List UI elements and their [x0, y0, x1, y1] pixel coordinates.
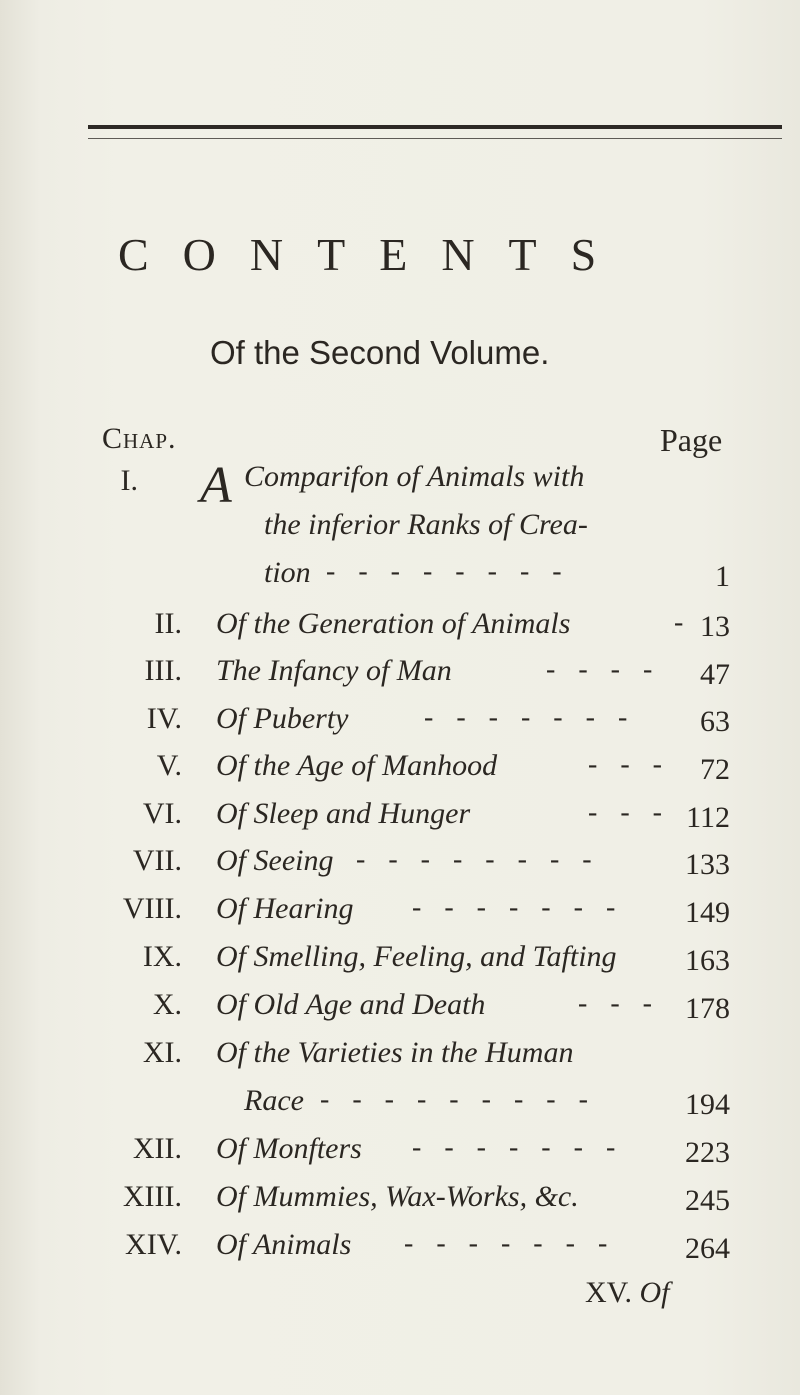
page-title: CONTENTS	[118, 229, 631, 280]
page-number: 13	[700, 610, 730, 643]
page-number: 163	[685, 944, 730, 977]
chapter-title-line: Of Mummies, Wax-Works, &c.	[216, 1180, 579, 1213]
chapter-number: IV.	[146, 702, 182, 735]
chapter-number: XII.	[132, 1132, 182, 1165]
dot-leader: - - - - - - - - -	[320, 1084, 596, 1115]
chapter-number: XI.	[142, 1036, 182, 1069]
page-number: 133	[685, 848, 730, 881]
chapter-title-line: The Infancy of Man	[216, 654, 452, 687]
top-rule-thick	[88, 125, 782, 129]
page-number: 264	[685, 1232, 730, 1265]
dot-leader: - - -	[578, 988, 660, 1019]
dot-leader: - - - - - - - -	[326, 556, 570, 587]
page-number: 245	[685, 1184, 730, 1217]
page-number: 63	[700, 705, 730, 738]
chapter-title-line: tion	[264, 556, 311, 589]
chapter-number: X.	[152, 988, 182, 1021]
chapter-number: I.	[120, 464, 138, 497]
page-subtitle: Of the Second Volume.	[210, 334, 550, 371]
chapter-number: VI.	[142, 797, 182, 830]
chapter-number: VIII.	[122, 892, 182, 925]
chapter-title-line: Of Puberty	[216, 702, 349, 735]
dot-leader: - - -	[588, 797, 670, 828]
chapter-title-line: Of Monfters	[216, 1132, 362, 1165]
dot-leader: - - -	[588, 749, 670, 780]
chapter-title-line: Race	[244, 1084, 304, 1117]
chapter-title-line: Comparifon of Animals with	[244, 460, 585, 493]
chapter-title-line: Of Old Age and Death	[216, 988, 486, 1021]
catchword-number: XV.	[585, 1276, 632, 1309]
dot-leader: - - - - - - -	[412, 1132, 624, 1163]
page-number: 194	[685, 1088, 730, 1121]
page-number: 1	[715, 560, 730, 593]
chapter-number: VII.	[132, 844, 182, 877]
chapter-title-line: Of Smelling, Feeling, and Tafting	[216, 940, 617, 973]
chapter-title-line: Of the Varieties in the Human	[216, 1036, 574, 1069]
dot-leader: - - - -	[546, 654, 661, 685]
chapter-number: XIII.	[122, 1180, 182, 1213]
catchword	[585, 1278, 669, 1308]
chapter-number: IX.	[142, 940, 182, 973]
chapter-title-line: Of Animals	[216, 1228, 352, 1261]
chapter-number: II.	[154, 607, 182, 640]
page-number: 223	[685, 1136, 730, 1169]
chapter-number: XIV.	[125, 1228, 182, 1261]
chapter-title-line: Of the Age of Manhood	[216, 749, 498, 782]
chapter-title-line: Of Sleep and Hunger	[216, 797, 471, 830]
dot-leader: - - - - - - -	[424, 702, 636, 733]
page-number: 149	[685, 896, 730, 929]
chapter-number: III.	[144, 654, 182, 687]
drop-cap: A	[200, 457, 232, 514]
dot-leader: -	[674, 607, 692, 638]
page-number: 112	[686, 801, 730, 834]
chapter-column-header: Chap.	[102, 422, 177, 455]
page-column-header: Page	[660, 422, 723, 458]
page-number: 72	[700, 753, 730, 786]
page-number: 47	[700, 658, 730, 691]
dot-leader: - - - - - - -	[412, 892, 624, 923]
page-number: 178	[685, 992, 730, 1025]
catchword-word: Of	[639, 1276, 670, 1309]
chapter-number: V.	[156, 749, 182, 782]
chapter-title-line: Of Hearing	[216, 892, 354, 925]
chapter-title-line: Of the Generation of Animals	[216, 607, 571, 640]
chapter-title-line: the inferior Ranks of Crea-	[264, 508, 588, 541]
chapter-title-line: Of Seeing	[216, 844, 334, 877]
top-rule-thin	[88, 138, 782, 139]
dot-leader: - - - - - - - -	[356, 844, 600, 875]
dot-leader: - - - - - - -	[404, 1228, 616, 1259]
